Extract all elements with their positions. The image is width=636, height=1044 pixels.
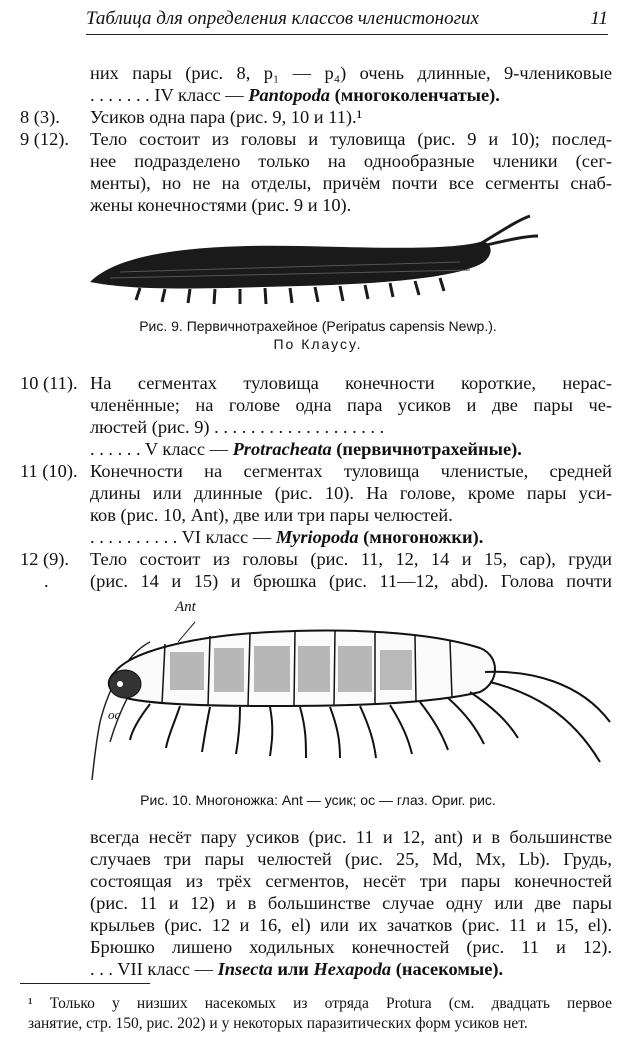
text-line: нее подразделено только на однообразные членики (сег- — [90, 151, 612, 171]
text-line: Брюшко лишено ходильных конечностей (рис. 11 и 12). — [90, 937, 612, 957]
text-line: люстей (рис. 9) . . . . . . . . . . . . . . . . . . . — [90, 417, 385, 437]
leader-dots: . . . . . . . IV класс — — [90, 85, 249, 105]
figure-9-caption: Рис. 9. Первичнотрахейное (Peripatus capensis Newp.). — [139, 318, 497, 334]
footnote-rule — [20, 983, 150, 984]
text-line: Конечности на сегментах туловища членистые, средней — [90, 461, 612, 481]
class-common-name: (многоножки). — [358, 527, 484, 547]
text-line: Усиков одна пара (рис. 9, 10 и 11).¹ — [90, 107, 363, 127]
connector-text: или — [272, 959, 314, 979]
key-number: 11 (10). — [20, 461, 78, 481]
text-line: всегда несёт пару усиков (рис. 11 и 12, ant) и в большинстве — [90, 827, 612, 847]
figure-9-peripatus-illustration — [80, 212, 550, 312]
key-number: 8 (3). — [20, 107, 60, 127]
key-entry-protracheata — [90, 438, 522, 460]
key-number: . — [44, 571, 49, 591]
text-line: них пары (рис. 8, p₁ — p₄) очень длинные, 9-члениковые — [90, 63, 612, 83]
key-entry-insecta — [90, 958, 503, 980]
class-common-name: (насекомые). — [391, 959, 504, 979]
text-line: (рис. 11 и 12) и в большинстве случае одну или две пары — [90, 893, 612, 913]
text-line: длины или длинные (рис. 10). На голове, кроме пары уси- — [90, 483, 612, 503]
text-line: Тело состоит из головы (рис. 11, 12, 14 и 15, cap), груди — [90, 549, 612, 569]
class-name-alt: Hexapoda — [313, 959, 392, 979]
key-number: 9 (12). — [20, 129, 70, 149]
page-number: 11 — [590, 8, 608, 29]
key-number: 10 (11). — [20, 373, 78, 393]
class-name: Insecta — [217, 959, 273, 979]
text-line: случаев три пары челюстей (рис. 25, Md, Mx, Lb). Грудь, — [90, 849, 612, 869]
key-number: 12 (9). — [20, 549, 70, 569]
running-header — [86, 6, 608, 35]
text-line: Тело состоит из головы и туловища (рис. 9 и 10); послед- — [90, 129, 612, 149]
figure-10-centipede-illustration — [70, 612, 620, 782]
figure-10-caption: Рис. 10. Многоножка: Ant — усик; oc — глаз. Ориг. рис. — [140, 792, 496, 808]
figure-10-label-oc: oc — [108, 707, 121, 722]
class-name: Pantopoda — [248, 85, 330, 105]
text-line: менты), но не на отделы, причём почти все сегменты снаб- — [90, 173, 612, 193]
class-common-name: (многоколенчатые). — [329, 85, 500, 105]
leader-dots: . . . . . . . . . . VI класс — — [90, 527, 276, 547]
text-line: состоящая из трёх сегментов, несёт три пары конечностей — [90, 871, 612, 891]
class-common-name: (первичнотрахейные). — [331, 439, 522, 459]
key-entry-myriopoda — [90, 526, 483, 548]
footnote-line: ¹ Только у низших насекомых из отряда Protura (см. двадцать первое — [28, 995, 612, 1012]
figure-10-label-ant: Ant — [175, 599, 196, 615]
text-line: членённые; на голове одна пара усиков и две пары че- — [90, 395, 612, 415]
text-line: жены конечностями (рис. 9 и 10). — [90, 195, 352, 215]
key-entry-pantopoda — [90, 84, 500, 106]
class-name: Myriopoda — [275, 527, 359, 547]
leader-dots: . . . VII класс — — [90, 959, 218, 979]
text-line: крыльев (рис. 12 и 16, el) или их зачатков (рис. 11 и 15, el). — [90, 915, 612, 935]
figure-9-source: По Клаусу. — [273, 336, 363, 352]
footnote-line: занятие, стр. 150, рис. 202) и у некоторых паразитических форм усиков нет. — [28, 1015, 528, 1032]
leader-dots: . . . . . . V класс — — [90, 439, 233, 459]
text-line: (рис. 14 и 15) и брюшка (рис. 11—12, abd). Голова почти — [90, 571, 612, 591]
text-line: ков (рис. 10, Ant), две или три пары челюстей. — [90, 505, 453, 525]
text-line: На сегментах туловища конечности короткие, нерас- — [90, 373, 612, 393]
running-header-title: Таблица для определения классов членистоногих — [86, 8, 479, 29]
class-name: Protracheata — [232, 439, 332, 459]
